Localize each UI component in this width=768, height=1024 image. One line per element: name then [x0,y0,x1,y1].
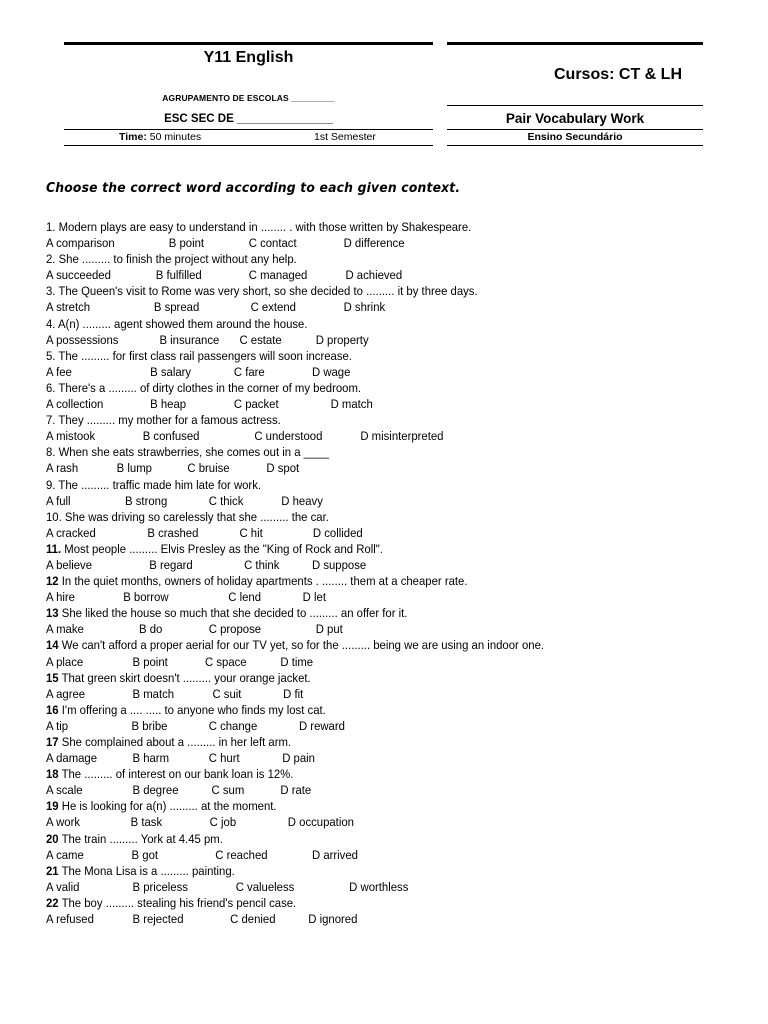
question-text: The ......... of interest on our bank loan is 12%. [61,767,294,782]
question-number: 8. [46,445,56,460]
question-number: 3. [46,284,56,299]
options-row [46,267,697,283]
answer-option: B harm [132,751,170,766]
options-row [46,782,697,798]
options-row [46,654,697,670]
answer-option: D ignored [308,912,358,927]
answer-option: D let [302,590,326,605]
question-number: 5. [46,348,56,363]
answer-option: A valid [46,879,80,894]
answer-option: D match [330,397,373,412]
question-text: The train ......... York at 4.45 pm. [61,831,223,846]
answer-option: B match [132,686,175,701]
question-text: A(n) ......... agent showed them around the house. [57,316,308,331]
answer-option: A full [46,493,71,508]
answer-option: D spot [266,461,300,476]
question-number: 12 [46,574,59,589]
options-row [46,557,697,573]
question-text: She liked the house so much that she decided to ......... an offer for it. [61,606,408,621]
answer-option: B lump [116,461,152,476]
answer-option: D collided [312,525,363,540]
answer-option: C lend [228,590,262,605]
courses-title-text: Cursos: CT & LH [554,66,682,83]
question-number: 11. [46,541,62,556]
answer-option: D shrink [343,300,386,315]
options-row [46,428,697,444]
answer-option: A hire [46,590,75,605]
page-title: Y11 English [203,49,294,66]
question-row [46,251,697,267]
question-number: 1. [46,220,56,234]
time-value: 50 minutes [146,131,202,143]
answer-option: B degree [132,783,179,798]
worksheet-type: Pair Vocabulary Work [505,111,645,126]
answer-option: A possessions [46,332,119,347]
options-row [46,686,697,702]
answer-option: A agree [46,686,86,701]
answer-option: D wage [311,364,351,379]
question-number: 7. [46,413,56,428]
answer-option: A came [46,847,84,862]
question-text: They ......... my mother for a famous actress. [58,413,281,428]
answer-option: C fare [233,364,265,379]
options-row [46,621,697,637]
answer-option: C bruise [187,461,230,476]
answer-option: D occupation [287,815,354,830]
answer-option: C sum [211,783,245,798]
question-number: 14 [46,638,59,653]
answer-option: A place [46,654,84,669]
question-text: When she eats strawberries, she comes out in a ____ [58,445,329,460]
answer-option: C think [244,557,280,572]
answer-option: D heavy [281,493,323,508]
question-text: There's a ......... of dirty clothes in the corner of my bedroom. [58,380,362,395]
answer-option: A work [46,815,81,830]
question-text: The Queen's visit to Rome was very short, so she decided to ......... it by three days. [58,284,478,299]
answer-option: A scale [46,783,83,798]
question-row [46,702,697,718]
options-row [46,525,697,541]
semester-info: 1st Semester [314,131,376,143]
options-row [46,460,697,476]
options-row [46,718,697,734]
answer-option: D pain [282,751,315,766]
question-text: She ......... to finish the project without any help. [58,252,297,267]
answer-option: A stretch [46,300,91,315]
question-number: 4. [46,316,56,331]
answer-option: D property [315,332,369,347]
answer-option: B insurance [159,332,220,347]
question-number: 19 [46,799,59,814]
answer-option: D achieved [345,268,403,283]
question-number: 21 [46,863,59,878]
question-text: That green skirt doesn't ......... your orange jacket. [61,670,311,685]
question-text: I'm offering a .... ..... to anyone who finds my lost cat. [61,702,326,717]
question-text: He is looking for a(n) ......... at the moment. [61,799,277,814]
question-row [46,316,697,332]
question-text: She was driving so carelessly that she ......... the car. [64,509,329,524]
options-row [46,814,697,830]
answer-option: B priceless [132,879,188,894]
question-text: The ......... for first class rail passengers will soon increase. [58,348,352,363]
options-row [46,299,697,315]
time-label: Time: [119,131,147,143]
answer-option: D arrived [311,847,358,862]
answer-option: C packet [233,397,279,412]
options-row [46,332,697,348]
question-text: Most people ......... Elvis Presley as the "King of Rock and Roll". [64,541,383,556]
question-number: 10. [46,509,62,524]
answer-option: A comparison [46,236,115,251]
question-row [46,412,697,428]
school-group-line: AGRUPAMENTO DE ESCOLAS _________ [162,93,335,103]
answer-option: D difference [343,236,405,251]
question-row [46,798,697,814]
answer-option: A tip [46,718,69,733]
question-list [46,219,746,927]
answer-option: B crashed [147,525,199,540]
options-row [46,364,697,380]
header-left-bottom-rule [64,145,433,146]
question-row [46,605,697,621]
options-row [46,235,697,251]
header-right-rule-1 [447,105,703,106]
answer-option: C change [208,718,258,733]
question-row [46,219,697,235]
question-row [46,348,697,364]
question-text: We can't afford a proper aerial for our TV yet, so for the ......... being we are using an indoor one. [61,638,545,653]
answer-option: D suppose [311,557,367,572]
question-row [46,831,697,847]
question-number: 20 [46,831,59,846]
answer-option: C extend [250,300,296,315]
question-number: 16 [46,702,59,717]
header-right-rule-3 [447,145,703,146]
question-text: The ......... traffic made him late for work. [58,477,262,492]
answer-option: C contact [248,236,297,251]
question-number: 13 [46,606,59,621]
answer-option: C valueless [235,879,295,894]
question-row [46,283,697,299]
answer-option: C space [205,654,247,669]
header-left [64,42,433,143]
answer-option: C hit [239,525,263,540]
question-number: 2. [46,252,56,267]
answer-option: B task [130,815,163,830]
answer-option: A cracked [46,525,96,540]
question-text: In the quiet months, owners of holiday apartments . ........ them at a cheaper rate. [61,574,468,589]
answer-option: D worthless [349,879,409,894]
question-number: 9. [46,477,56,492]
question-text: Modern plays are easy to understand in ........ . with those written by Shakespeare. [58,220,472,234]
question-row [46,895,697,911]
question-row [46,477,697,493]
question-row [46,863,697,879]
answer-option: D misinterpreted [360,429,444,444]
instruction-text: Choose the correct word according to each given context. [46,181,461,196]
options-row [46,911,697,927]
question-number: 22 [46,895,59,910]
question-row [46,541,697,557]
options-row [46,879,697,895]
answer-option: B salary [150,364,192,379]
options-row [46,589,697,605]
answer-option: C managed [248,268,308,283]
answer-option: D rate [280,783,312,798]
question-row [46,766,697,782]
answer-option: B fulfilled [155,268,202,283]
answer-option: C propose [208,622,262,637]
answer-option: B regard [149,557,193,572]
answer-option: B confused [142,429,200,444]
answer-option: A rash [46,461,79,476]
header-left-top-rule [64,42,433,45]
question-row [46,509,697,525]
answer-option: B spread [153,300,200,315]
question-row [46,734,697,750]
options-row [46,847,697,863]
answer-option: B do [139,622,163,637]
question-row [46,380,697,396]
answer-option: B strong [125,493,168,508]
answer-option: A fee [46,364,72,379]
answer-option: A believe [46,557,93,572]
question-row [46,670,697,686]
time-info [119,131,201,143]
answer-option: C estate [239,332,282,347]
answer-option: B borrow [123,590,169,605]
school-name-line: ESC SEC DE _______________ [164,113,333,125]
answer-option: A make [46,622,84,637]
header-right-top-rule [447,42,703,45]
header-right-rule-2 [447,129,703,130]
answer-option: D time [280,654,314,669]
question-text: She complained about a ......... in her left arm. [61,735,292,749]
answer-option: B bribe [131,718,168,733]
question-number: 6. [46,380,56,395]
question-row [46,637,697,653]
answer-option: C understood [254,429,323,444]
answer-option: C denied [230,912,276,927]
answer-option: C hurt [208,751,240,766]
header-right [447,42,703,143]
options-row [46,396,697,412]
answer-option: C reached [215,847,268,862]
answer-option: C suit [212,686,242,701]
answer-option: A damage [46,751,98,766]
answer-option: A collection [46,397,104,412]
options-row [46,493,697,509]
answer-option: B rejected [132,912,184,927]
answer-option: D reward [298,718,345,733]
answer-option: B point [168,236,205,251]
answer-option: D put [315,622,343,637]
answer-option: B point [132,654,168,669]
answer-option: A mistook [46,429,96,444]
question-number: 17 [46,735,59,749]
answer-option: A refused [46,912,94,927]
question-number: 18 [46,767,59,782]
answer-option: C thick [208,493,244,508]
courses-title [447,66,703,84]
question-text: The Mona Lisa is a ......... painting. [61,863,235,878]
question-row [46,573,697,589]
question-number: 15 [46,670,59,685]
options-row [46,750,697,766]
answer-option: B heap [150,397,187,412]
answer-option: B got [131,847,159,862]
question-text: The boy ......... stealing his friend's pencil case. [61,895,297,910]
question-row [46,444,697,460]
answer-option: A succeeded [46,268,111,283]
answer-option: C job [209,815,237,830]
education-level: Ensino Secundário [527,131,623,143]
answer-option: D fit [283,686,304,701]
header-left-mid-rule [64,129,433,130]
